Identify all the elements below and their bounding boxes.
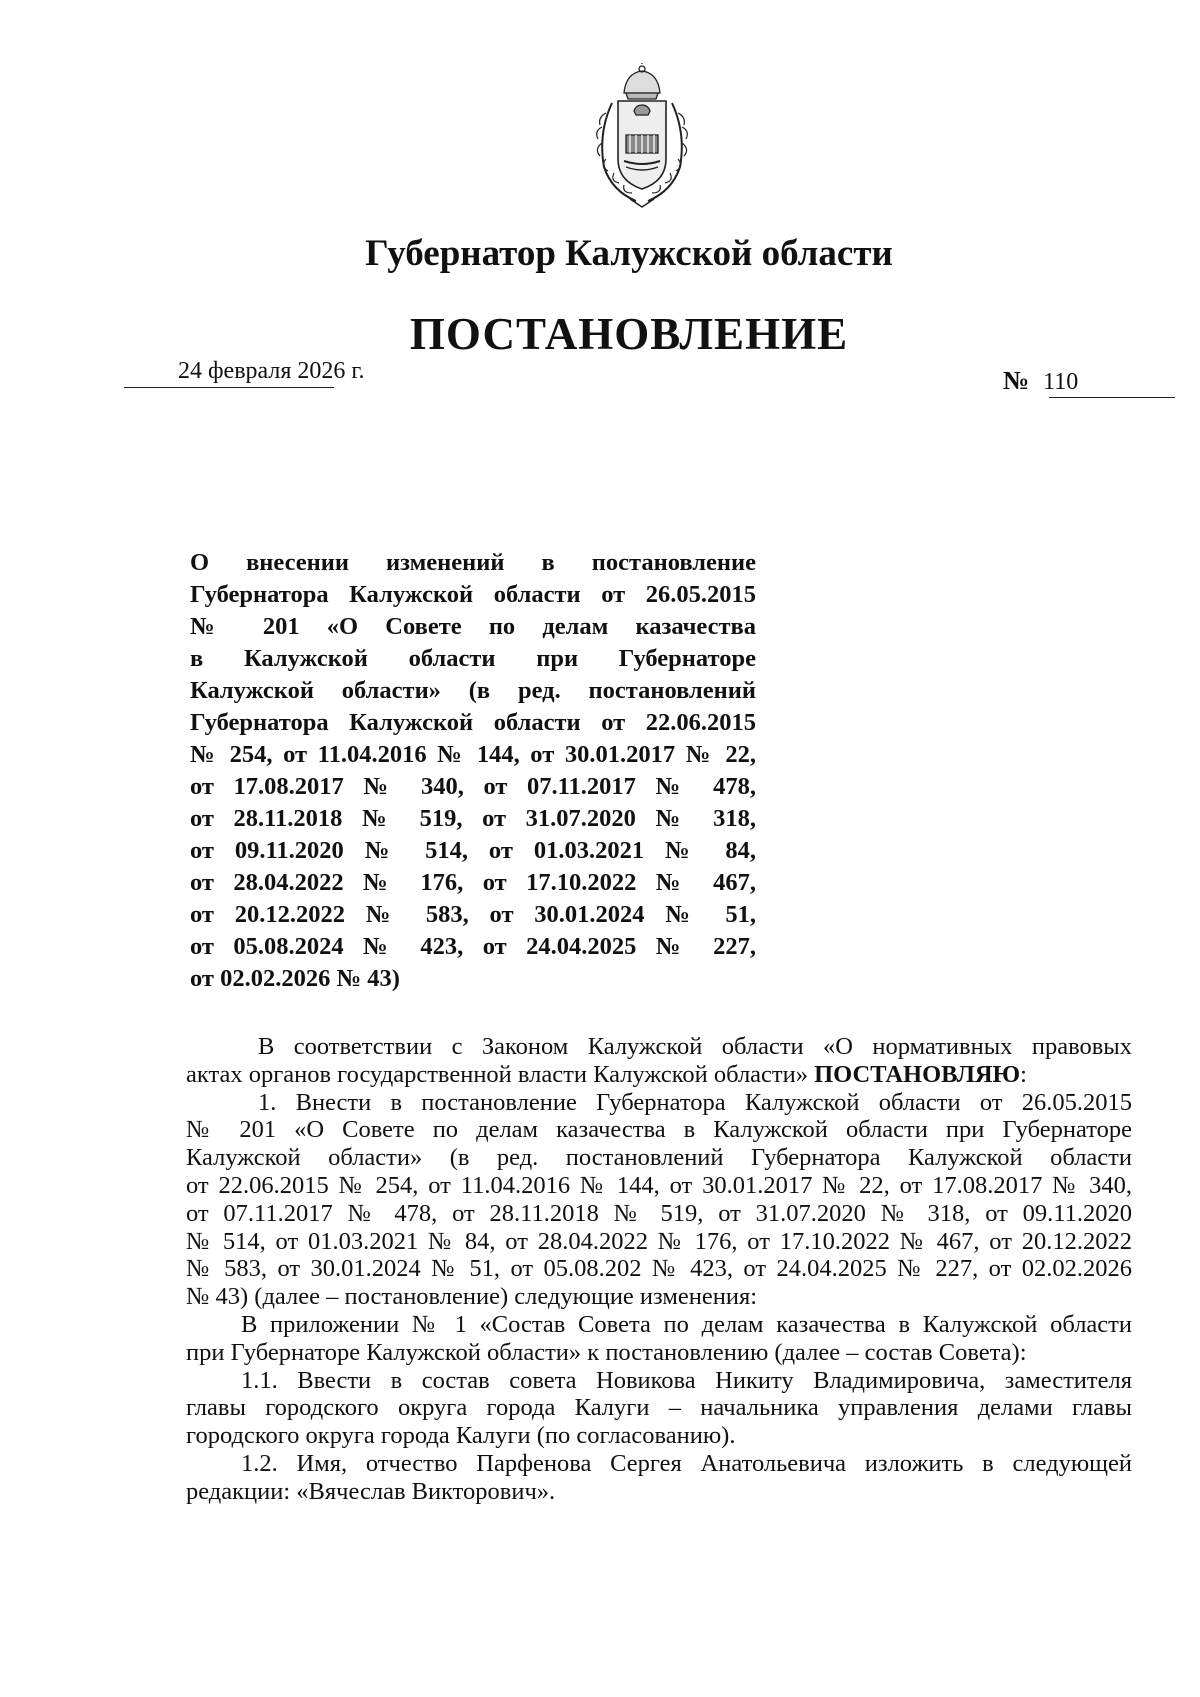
item-1-line: от 22.06.2015 № 254, от 11.04.2016 № 144, от 30.01.2017 № 22, от 17.08.2017 № 340, [186, 1171, 1132, 1199]
item-1-line: № 583, от 30.01.2024 № 51, от 05.08.202 № 423, от 24.04.2025 № 227, от 02.02.2026 [186, 1255, 1132, 1283]
date-text: 24 февраля 2026 г. [178, 358, 365, 384]
coat-of-arms-emblem [590, 63, 694, 211]
title-line: от 05.08.2024 № 423, от 24.04.2025 № 227, [190, 933, 756, 960]
title-line: от 17.08.2017 № 340, от 07.11.2017 № 478, [190, 773, 756, 800]
title-line: Калужской области» (в ред. постановлений [190, 677, 756, 704]
item-1-1-line: 1.1. Ввести в состав совета Новикова Никиту Владимировича, заместителя [241, 1366, 1132, 1394]
item-1-line: Калужской области» (в ред. постановлений Губернатора Калужской области [186, 1144, 1132, 1172]
number-label: № [1003, 366, 1030, 395]
issuing-authority: Губернатор Калужской области [365, 233, 893, 274]
item-1-line: № 201 «О Совете по делам казачества в Калужской области при Губернаторе [186, 1116, 1132, 1144]
title-line: Губернатора Калужской области от 22.06.2015 [190, 709, 756, 736]
date-underline [124, 387, 334, 388]
item-1-line: 1. Внести в постановление Губернатора Калужской области от 26.05.2015 [258, 1088, 1132, 1116]
annex-line: В приложении № 1 «Состав Совета по делам казачества в Калужской области [241, 1310, 1132, 1338]
item-1-line: № 43) (далее – постановление) следующие изменения: [186, 1283, 758, 1311]
preamble-text: актах органов государственной власти Калужской области» [186, 1060, 808, 1088]
number-value: 110 [1043, 369, 1079, 395]
preamble-line: В соответствии с Законом Калужской области «О нормативных правовых [258, 1033, 1132, 1060]
title-line: в Калужской области при Губернаторе [190, 645, 756, 672]
document-date [124, 358, 365, 385]
item-1-1-line: главы городского округа города Калуги – начальника управления делами главы [186, 1394, 1132, 1422]
title-line: № 254, от 11.04.2016 № 144, от 30.01.2017 № 22, [190, 741, 756, 768]
document-number [1003, 366, 1078, 396]
item-1-line: № 514, от 01.03.2021 № 84, от 28.04.2022 № 176, от 17.10.2022 № 467, от 20.12.2022 [186, 1227, 1132, 1255]
title-line: Губернатора Калужской области от 26.05.2015 [190, 581, 756, 608]
title-line: от 28.11.2018 № 519, от 31.07.2020 № 318, [190, 805, 756, 832]
document-body [186, 1033, 1132, 1506]
document-type: ПОСТАНОВЛЕНИЕ [409, 309, 849, 359]
title-line: от 20.12.2022 № 583, от 30.01.2024 № 51, [190, 901, 756, 928]
preamble-colon: : [1020, 1060, 1027, 1088]
title-line: от 28.04.2022 № 176, от 17.10.2022 № 467, [190, 869, 756, 896]
title-line: О внесении изменений в постановление [190, 549, 756, 576]
annex-line: при Губернаторе Калужской области» к постановлению (далее – состав Совета): [186, 1338, 1027, 1366]
document-title [190, 547, 756, 995]
number-underline [1049, 397, 1175, 398]
resolution-word: ПОСТАНОВЛЯЮ [814, 1060, 1021, 1088]
item-1-line: от 07.11.2017 № 478, от 28.11.2018 № 519, от 31.07.2020 № 318, от 09.11.2020 [186, 1199, 1132, 1227]
title-line: от 02.02.2026 № 43) [190, 965, 400, 992]
item-1-2-line: 1.2. Имя, отчество Парфенова Сергея Анатольевича изложить в следующей [241, 1449, 1132, 1477]
title-line: от 09.11.2020 № 514, от 01.03.2021 № 84, [190, 837, 756, 864]
item-1-2-line: редакции: «Вячеслав Викторович». [186, 1477, 556, 1505]
title-line: № 201 «О Совете по делам казачества [190, 613, 756, 640]
item-1-1-line: городского округа города Калуги (по согласованию). [186, 1422, 736, 1450]
preamble-line [186, 1061, 1132, 1089]
